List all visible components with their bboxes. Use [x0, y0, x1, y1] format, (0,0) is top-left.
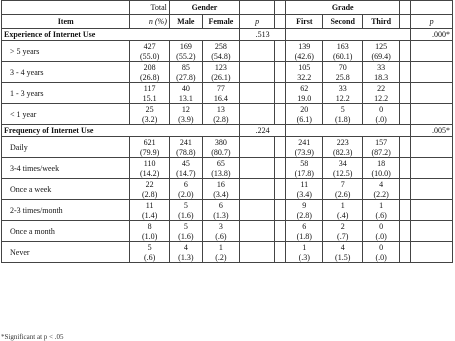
results-table — [1, 0, 453, 263]
header-male: Male — [169, 15, 202, 29]
cell-percent: (1.8) — [286, 231, 323, 242]
header-item: Item — [2, 15, 130, 29]
cell-percent: (26.8) — [130, 72, 170, 83]
cell-count: 169 — [169, 41, 202, 52]
cell-count: 157 — [362, 137, 399, 148]
row-label: 3-4 times/week — [2, 158, 130, 179]
cell-percent: (.6) — [362, 210, 399, 221]
cell-count: 5 — [323, 104, 363, 115]
cell-percent: (55.0) — [130, 51, 170, 62]
row-label: Never — [2, 242, 130, 263]
cell-percent: (60.1) — [323, 51, 363, 62]
cell-percent: (6.1) — [286, 114, 323, 125]
cell-count: 208 — [130, 62, 170, 73]
cell-percent: (.4) — [323, 210, 363, 221]
cell-count: 4 — [169, 242, 202, 253]
cell-percent: (80.7) — [202, 147, 239, 158]
cell-percent: (3.4) — [286, 189, 323, 200]
cell-count: 33 — [323, 83, 363, 94]
cell-count: 16 — [202, 179, 239, 190]
header-p-gender: p — [240, 15, 275, 29]
cell-percent: 12.2 — [323, 93, 363, 104]
cell-percent: (1.6) — [169, 210, 202, 221]
cell-percent: (87.2) — [362, 147, 399, 158]
cell-percent: (69.4) — [362, 51, 399, 62]
cell-percent: (13.8) — [202, 168, 239, 179]
cell-percent: (.6) — [202, 231, 239, 242]
cell-percent: (1.4) — [130, 210, 170, 221]
cell-count: 427 — [130, 41, 170, 52]
header-total-sub: n (%) — [130, 15, 170, 29]
cell-percent: (27.8) — [169, 72, 202, 83]
cell-count: 7 — [323, 179, 363, 190]
cell-count: 241 — [286, 137, 323, 148]
cell-count: 45 — [169, 158, 202, 169]
cell-percent: (73.9) — [286, 147, 323, 158]
cell-percent: (1.6) — [169, 231, 202, 242]
header-second: Second — [323, 15, 363, 29]
cell-count: 58 — [286, 158, 323, 169]
cell-percent: (1.3) — [202, 210, 239, 221]
row-label: Once a week — [2, 179, 130, 200]
cell-percent: (2.8) — [202, 114, 239, 125]
header-third: Third — [362, 15, 399, 29]
cell-percent: 13.1 — [169, 93, 202, 104]
cell-percent: (.0) — [362, 252, 399, 263]
cell-count: 22 — [362, 83, 399, 94]
section-title: Experience of Internet Use — [2, 29, 240, 41]
header-total: Total — [130, 1, 170, 15]
cell-count: 380 — [202, 137, 239, 148]
cell-percent: (3.9) — [169, 114, 202, 125]
cell-percent: (2.6) — [323, 189, 363, 200]
row-label: > 5 years — [2, 41, 130, 62]
cell-count: 1 — [286, 242, 323, 253]
cell-percent: (12.5) — [323, 168, 363, 179]
cell-percent: (26.1) — [202, 72, 239, 83]
cell-percent: (.2) — [202, 252, 239, 263]
cell-count: 62 — [286, 83, 323, 94]
cell-count: 70 — [323, 62, 363, 73]
cell-count: 6 — [202, 200, 239, 211]
cell-count: 12 — [169, 104, 202, 115]
cell-percent: 19.0 — [286, 93, 323, 104]
cell-count: 5 — [130, 242, 170, 253]
cell-count: 139 — [286, 41, 323, 52]
cell-percent: (.0) — [362, 231, 399, 242]
cell-percent: (14.2) — [130, 168, 170, 179]
cell-count: 13 — [202, 104, 239, 115]
cell-percent: (79.9) — [130, 147, 170, 158]
section-p-gender: .224 — [240, 125, 286, 137]
cell-count: 22 — [130, 179, 170, 190]
cell-percent: (2.0) — [169, 189, 202, 200]
row-label: Daily — [2, 137, 130, 158]
header-item-top — [2, 1, 130, 15]
cell-count: 0 — [362, 242, 399, 253]
cell-count: 25 — [130, 104, 170, 115]
cell-percent: (2.8) — [130, 189, 170, 200]
cell-percent: 15.1 — [130, 93, 170, 104]
cell-count: 5 — [169, 221, 202, 232]
cell-count: 85 — [169, 62, 202, 73]
table-footnote: *Significant at p < .05 — [1, 333, 64, 341]
cell-count: 125 — [362, 41, 399, 52]
row-label: < 1 year — [2, 104, 130, 125]
cell-percent: 16.4 — [202, 93, 239, 104]
cell-percent: (1.3) — [169, 252, 202, 263]
section-p-grade: .000* — [411, 29, 453, 41]
cell-count: 5 — [169, 200, 202, 211]
cell-percent: (.6) — [130, 252, 170, 263]
header-first: First — [286, 15, 323, 29]
cell-percent: (1.5) — [323, 252, 363, 263]
cell-count: 1 — [202, 242, 239, 253]
cell-percent: (1.8) — [323, 114, 363, 125]
section-p-grade: .005* — [411, 125, 453, 137]
cell-count: 9 — [286, 200, 323, 211]
cell-percent: (3.2) — [130, 114, 170, 125]
cell-count: 6 — [169, 179, 202, 190]
cell-count: 258 — [202, 41, 239, 52]
cell-percent: (.0) — [362, 114, 399, 125]
cell-percent: 25.8 — [323, 72, 363, 83]
cell-percent: (10.0) — [362, 168, 399, 179]
cell-count: 8 — [130, 221, 170, 232]
cell-percent: 32.2 — [286, 72, 323, 83]
row-label: 2-3 times/month — [2, 200, 130, 221]
section-p-gender: .513 — [240, 29, 286, 41]
cell-percent: 12.2 — [362, 93, 399, 104]
cell-count: 241 — [169, 137, 202, 148]
cell-count: 18 — [362, 158, 399, 169]
header-p-grade: p — [411, 15, 453, 29]
cell-count: 117 — [130, 83, 170, 94]
cell-count: 105 — [286, 62, 323, 73]
cell-count: 123 — [202, 62, 239, 73]
cell-percent: (54.8) — [202, 51, 239, 62]
cell-count: 1 — [323, 200, 363, 211]
cell-count: 65 — [202, 158, 239, 169]
cell-count: 2 — [323, 221, 363, 232]
cell-count: 0 — [362, 104, 399, 115]
cell-percent: (.3) — [286, 252, 323, 263]
cell-count: 77 — [202, 83, 239, 94]
cell-percent: (78.8) — [169, 147, 202, 158]
cell-percent: 18.3 — [362, 72, 399, 83]
row-label: 3 - 4 years — [2, 62, 130, 83]
cell-percent: (3.4) — [202, 189, 239, 200]
cell-count: 34 — [323, 158, 363, 169]
cell-count: 223 — [323, 137, 363, 148]
cell-count: 4 — [362, 179, 399, 190]
cell-count: 3 — [202, 221, 239, 232]
cell-percent: (55.2) — [169, 51, 202, 62]
cell-count: 20 — [286, 104, 323, 115]
cell-percent: (.7) — [323, 231, 363, 242]
cell-count: 6 — [286, 221, 323, 232]
cell-count: 40 — [169, 83, 202, 94]
header-female: Female — [202, 15, 239, 29]
cell-count: 1 — [362, 200, 399, 211]
row-label: Once a month — [2, 221, 130, 242]
cell-percent: (2.8) — [286, 210, 323, 221]
cell-count: 4 — [323, 242, 363, 253]
cell-count: 0 — [362, 221, 399, 232]
cell-percent: (1.0) — [130, 231, 170, 242]
cell-percent: (2.2) — [362, 189, 399, 200]
cell-percent: (14.7) — [169, 168, 202, 179]
header-gender: Gender — [169, 1, 239, 15]
row-label: 1 - 3 years — [2, 83, 130, 104]
cell-count: 110 — [130, 158, 170, 169]
cell-count: 163 — [323, 41, 363, 52]
cell-count: 11 — [286, 179, 323, 190]
cell-count: 621 — [130, 137, 170, 148]
header-grade: Grade — [286, 1, 400, 15]
cell-percent: (17.8) — [286, 168, 323, 179]
section-title: Frequency of Internet Use — [2, 125, 240, 137]
cell-percent: (42.6) — [286, 51, 323, 62]
cell-count: 33 — [362, 62, 399, 73]
cell-count: 11 — [130, 200, 170, 211]
cell-percent: (82.3) — [323, 147, 363, 158]
